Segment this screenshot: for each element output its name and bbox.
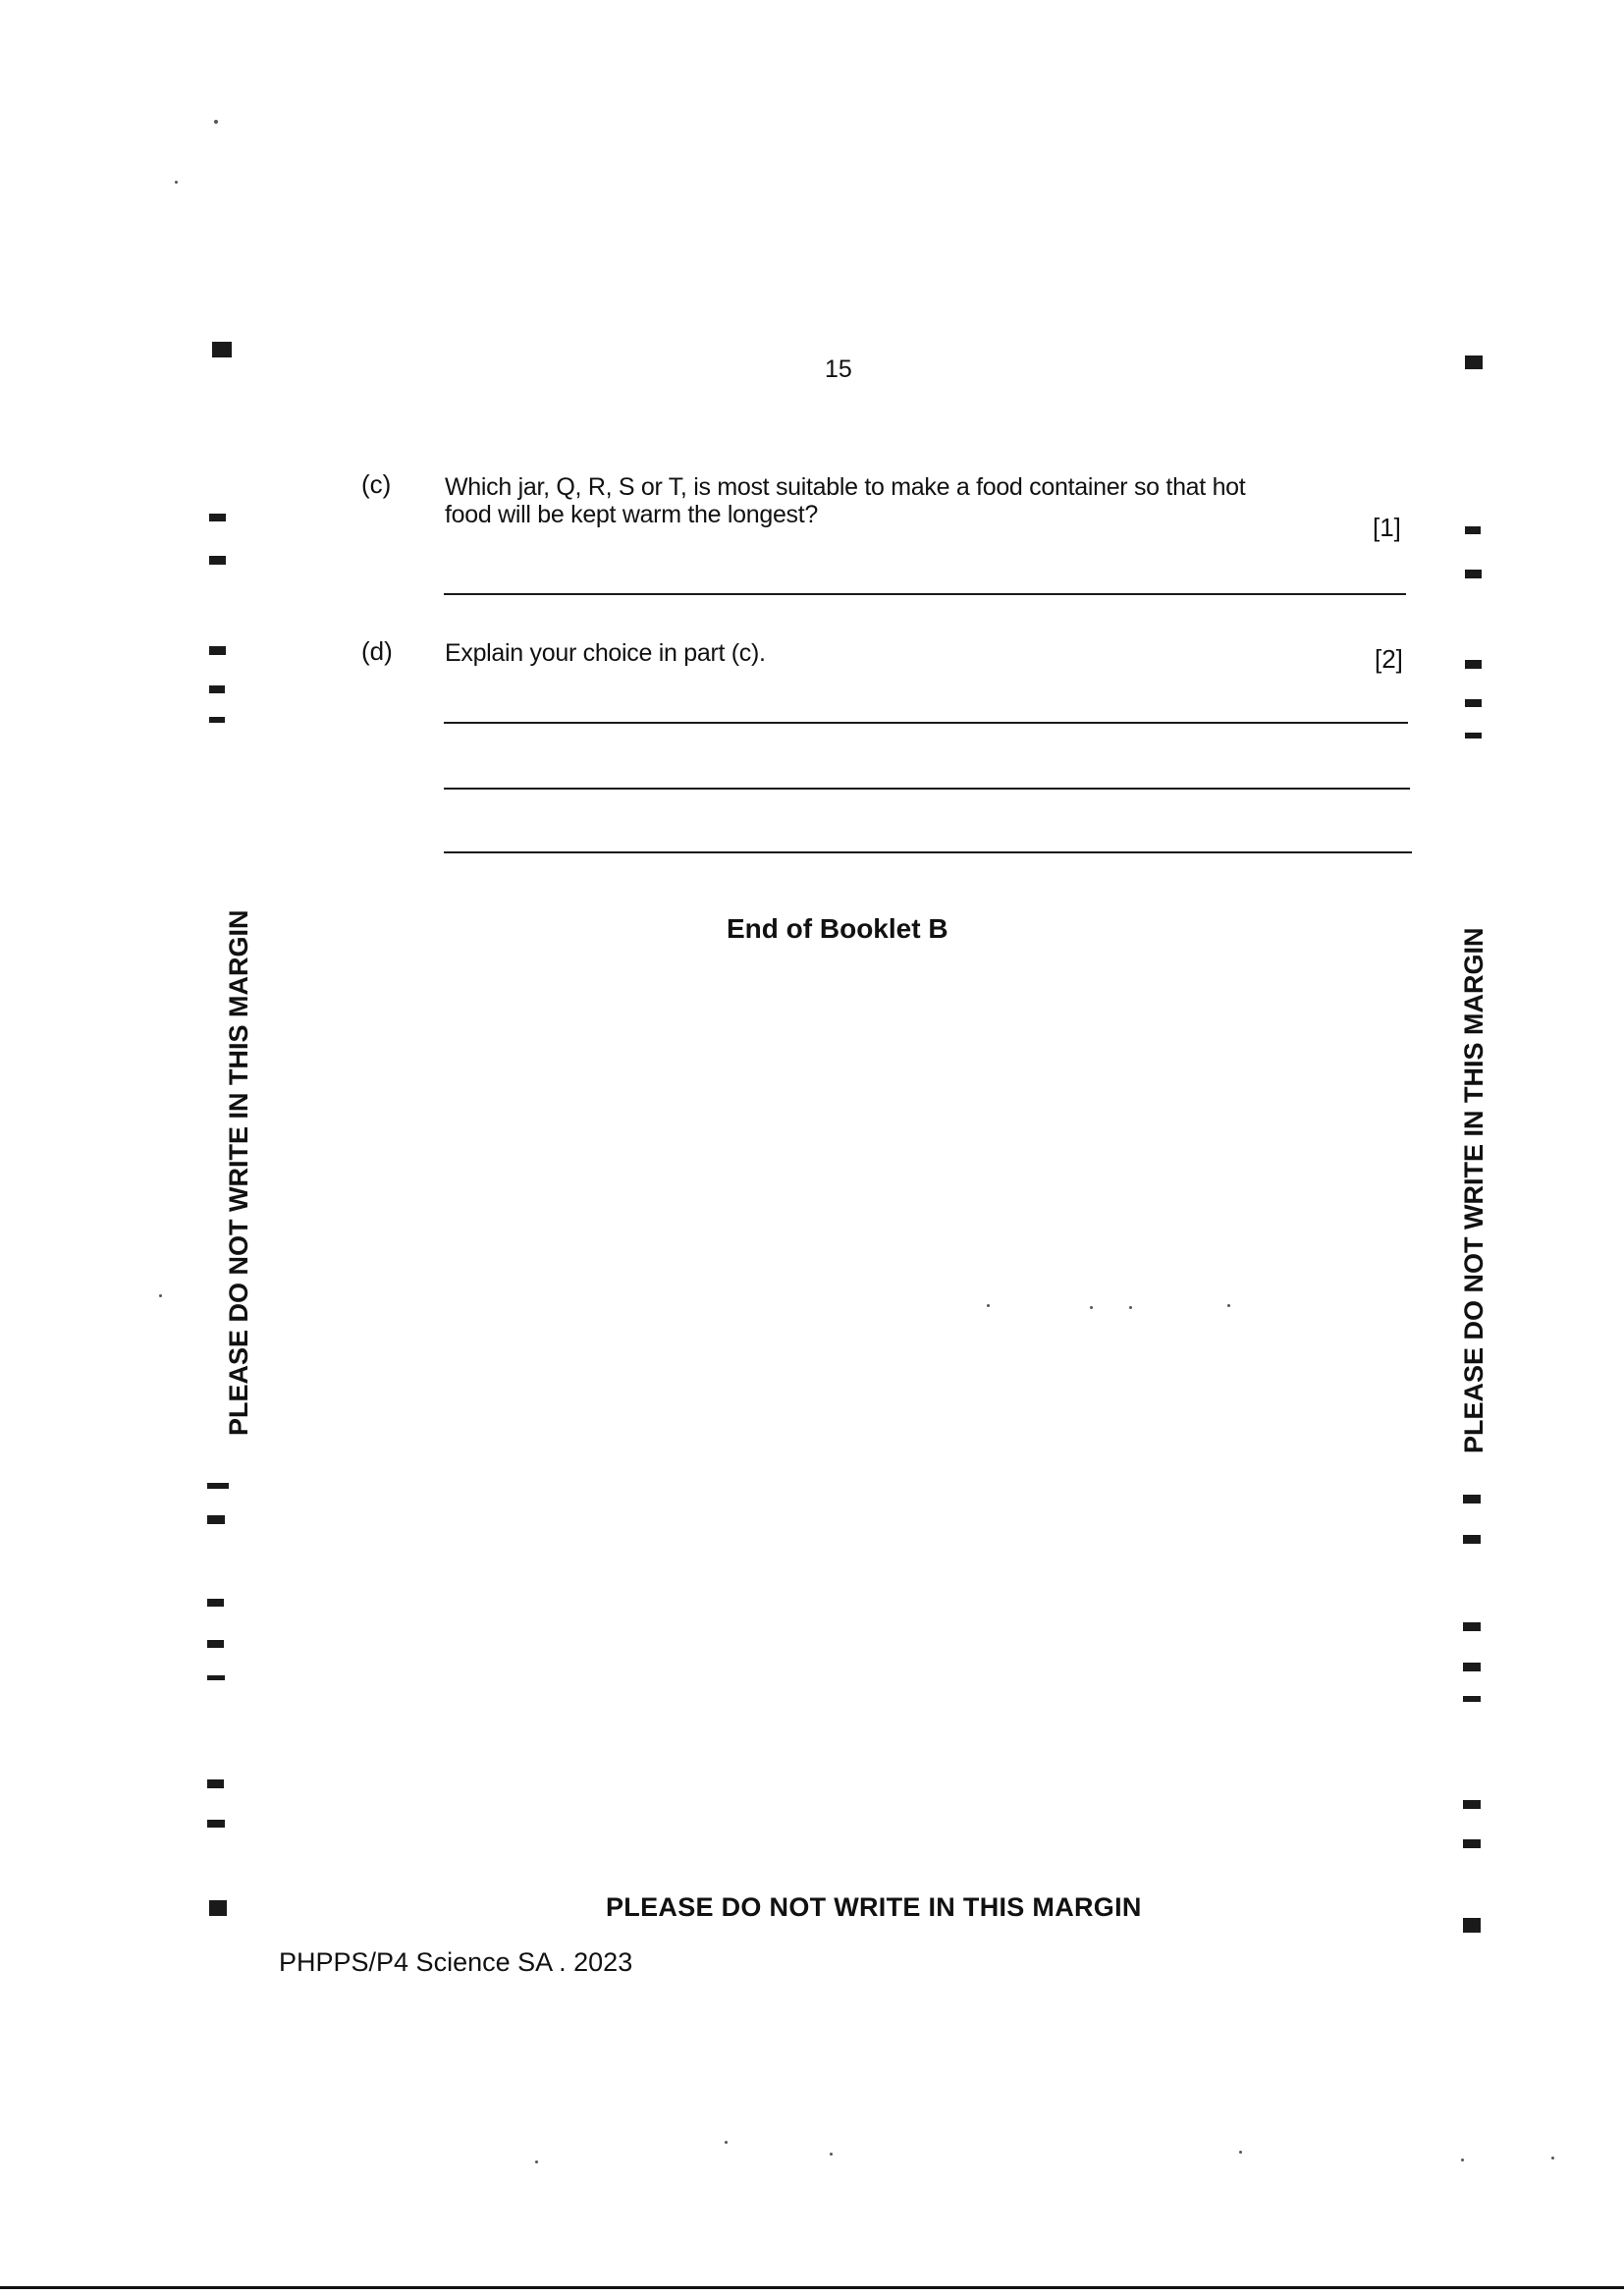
registration-mark (207, 1675, 225, 1680)
scan-speck (214, 120, 218, 124)
bottom-margin-notice: PLEASE DO NOT WRITE IN THIS MARGIN (606, 1892, 1142, 1922)
scan-speck (725, 2141, 728, 2144)
registration-mark (1465, 660, 1482, 669)
footer-code: PHPPS/P4 Science SA . 2023 (279, 1947, 633, 1977)
registration-mark (207, 1779, 224, 1788)
registration-mark (1465, 570, 1482, 578)
registration-mark (1463, 1535, 1481, 1544)
scan-speck (535, 2160, 538, 2163)
registration-mark (1463, 1839, 1481, 1848)
page-number: 15 (825, 355, 852, 383)
registration-mark (1463, 1800, 1481, 1809)
scan-speck (1227, 1304, 1230, 1307)
registration-mark (1463, 1918, 1481, 1933)
registration-mark (209, 556, 226, 565)
scan-speck (175, 181, 178, 184)
registration-mark (209, 685, 225, 693)
scan-speck (1129, 1306, 1132, 1309)
registration-mark (209, 646, 226, 655)
right-margin-notice: PLEASE DO NOT WRITE IN THIS MARGIN (1459, 927, 1489, 1453)
answer-line-d-1[interactable] (444, 722, 1408, 724)
question-d-marks: [2] (1375, 644, 1403, 674)
question-d-text: Explain your choice in part (c). (445, 639, 766, 667)
question-d-label: (d) (361, 636, 393, 666)
question-c-text-line2: food will be kept warm the longest? (445, 501, 818, 528)
registration-mark (1465, 699, 1482, 707)
registration-mark (207, 1820, 225, 1828)
scan-speck (1551, 2157, 1554, 2159)
registration-mark (1465, 526, 1481, 534)
registration-mark (209, 514, 226, 521)
left-margin-notice: PLEASE DO NOT WRITE IN THIS MARGIN (224, 909, 253, 1436)
question-c-marks: [1] (1373, 513, 1401, 542)
answer-line-c[interactable] (444, 593, 1406, 595)
registration-mark (207, 1640, 224, 1648)
registration-mark (207, 1483, 229, 1489)
scan-speck (1461, 2159, 1464, 2161)
registration-mark (1463, 1495, 1481, 1503)
scan-speck (1090, 1306, 1093, 1309)
registration-mark (209, 1900, 227, 1916)
scan-speck (987, 1304, 990, 1307)
registration-mark (207, 1599, 224, 1607)
scan-speck (159, 1294, 162, 1297)
end-of-booklet-text: End of Booklet B (727, 913, 948, 944)
registration-mark (212, 342, 232, 357)
registration-mark (207, 1515, 225, 1524)
scan-speck (1239, 2151, 1242, 2154)
bottom-scan-rule (0, 2286, 1624, 2289)
question-c-text-line1: Which jar, Q, R, S or T, is most suitable to make a food container so that hot (445, 473, 1246, 501)
scan-speck (830, 2153, 833, 2156)
answer-line-d-3[interactable] (444, 851, 1412, 853)
registration-mark (1463, 1622, 1481, 1631)
registration-mark (1465, 355, 1483, 369)
answer-line-d-2[interactable] (444, 788, 1410, 790)
registration-mark (1463, 1663, 1481, 1671)
registration-mark (1465, 733, 1482, 738)
registration-mark (209, 717, 225, 723)
registration-mark (1463, 1696, 1481, 1702)
question-c-label: (c) (361, 469, 392, 499)
